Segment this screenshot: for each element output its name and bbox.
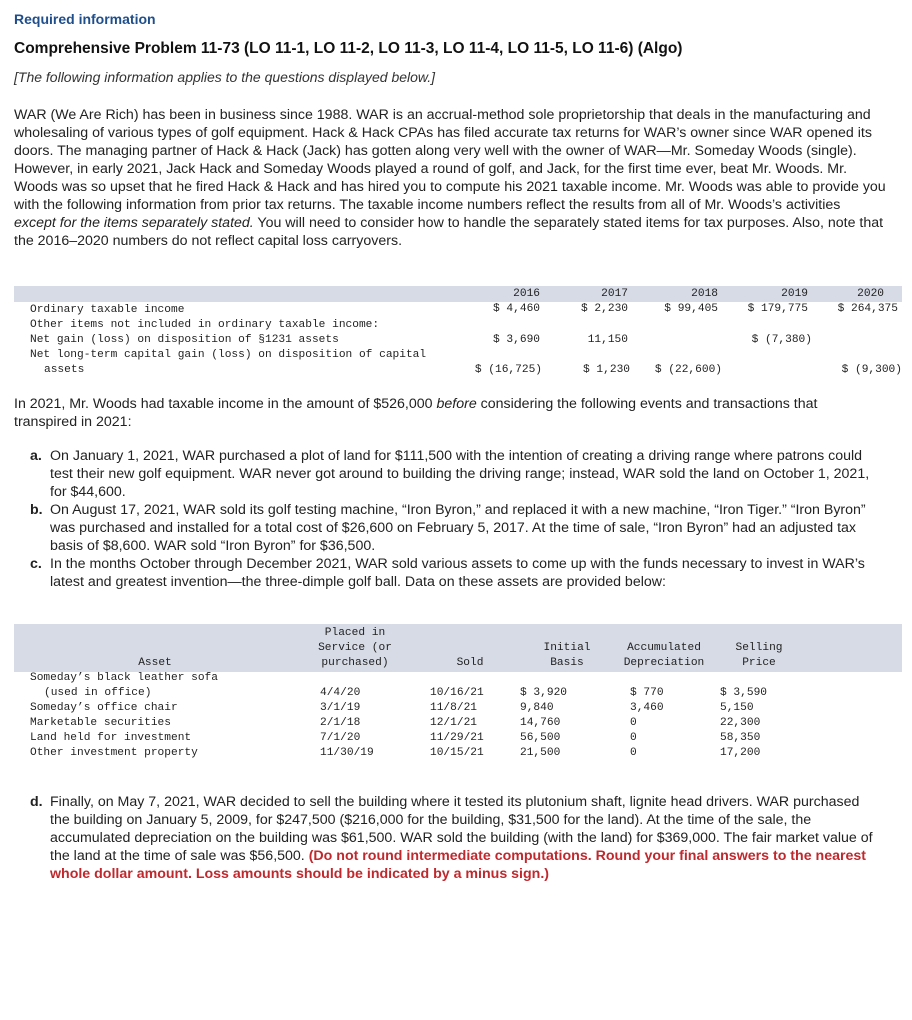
asset-name-continued: (used in office)	[44, 687, 152, 699]
asset-sold: 10/16/21	[430, 687, 484, 699]
column-header-price: Selling	[735, 642, 783, 654]
year-header: 2020	[857, 288, 884, 300]
row-label: Ordinary taxable income	[30, 304, 185, 316]
event-d	[30, 793, 880, 883]
asset-price: 22,300	[720, 717, 761, 729]
asset-price: 17,200	[720, 747, 761, 759]
asset-price: $ 3,590	[720, 687, 767, 699]
row-label: Net long-term capital gain (loss) on disposition of capital	[30, 349, 427, 361]
column-header-placed: purchased)	[321, 657, 389, 669]
asset-sold: 12/1/21	[430, 717, 477, 729]
column-header-depreciation: Accumulated	[627, 642, 701, 654]
taxable-income-paragraph	[14, 395, 874, 431]
column-header-placed: Placed in	[324, 627, 386, 639]
row-label-continued: assets	[44, 364, 85, 376]
asset-basis: 56,500	[520, 732, 561, 744]
required-information-label: Required information	[14, 11, 156, 27]
asset-price: 58,350	[720, 732, 761, 744]
year-header: 2017	[601, 288, 628, 300]
column-header-asset: Asset	[138, 657, 172, 669]
event-a	[30, 447, 880, 501]
event-text: On January 1, 2021, WAR purchased a plot of land for $111,500 with the intention of creating a driving range where patrons could test their new golf equipment. WAR never got around to building the driving range; instead, WAR sold the land on October 1, 2021, for $44,600.	[50, 448, 870, 500]
event-c	[30, 555, 880, 591]
table-cell: $ (16,725)	[474, 364, 542, 376]
asset-price: 5,150	[720, 702, 754, 714]
table-cell: $ 3,690	[493, 334, 540, 346]
event-text: In the months October through December 2021, WAR sold various assets to come up with the funds necessary to invest in WAR’s latest and greatest invention—the three-dimple golf ball. Data on these assets are provided below:	[50, 556, 865, 590]
asset-basis: $ 3,920	[520, 687, 567, 699]
column-header-placed: Service (or	[318, 642, 392, 654]
row-label: Other items not included in ordinary taxable income:	[30, 319, 380, 331]
table-cell: $ (7,380)	[751, 334, 812, 346]
asset-basis: 9,840	[520, 702, 554, 714]
column-header-price: Price	[742, 657, 776, 669]
asset-depreciation: 3,460	[630, 702, 664, 714]
table-cell: $ 2,230	[581, 303, 628, 315]
table-cell: $ 4,460	[493, 303, 540, 315]
events-list	[30, 447, 880, 591]
asset-placed: 11/30/19	[320, 747, 374, 759]
problem-title: Comprehensive Problem 11-73 (LO 11-1, LO 11-2, LO 11-3, LO 11-4, LO 11-5, LO 11-6) (Algo)	[14, 40, 683, 57]
asset-name: Marketable securities	[30, 717, 171, 729]
asset-placed: 4/4/20	[320, 687, 361, 699]
rounding-instruction: (Do not round intermediate computations. Round your final answers to the nearest whole dollar amount. Loss amounts should be indicated by a minus sign.)	[50, 848, 867, 882]
event-label: d.	[30, 794, 43, 810]
column-header-depreciation: Depreciation	[623, 657, 705, 669]
row-label: Net gain (loss) on disposition of §1231 assets	[30, 334, 339, 346]
event-label: c.	[30, 556, 42, 572]
asset-basis: 21,500	[520, 747, 561, 759]
asset-placed: 7/1/20	[320, 732, 361, 744]
table-cell: $ (22,600)	[654, 364, 722, 376]
asset-name: Someday’s office chair	[30, 702, 178, 714]
asset-sold: 11/29/21	[430, 732, 484, 744]
column-header-sold: Sold	[456, 657, 484, 669]
event-d-item	[30, 793, 880, 883]
asset-sold: 10/15/21	[430, 747, 484, 759]
year-header: 2016	[513, 288, 540, 300]
intro-text-end: You will need to consider how to handle the separately stated items for tax purposes. Also, note that the 2016–2020 numbers do not reflect capital loss carryovers.	[14, 215, 884, 249]
event-text: Finally, on May 7, 2021, WAR decided to sell the building where it tested its plutonium shaft, lignite head drivers. WAR purchased the building on January 5, 2009, for $247,500 ($216,000 for the building, $31,500 for the land). At the time of the sale, the accumulated depreciation on the building was $61,500. WAR sold the building (with the land) for $369,000. The fair market value of the land at the time of sale was $56,500.	[50, 794, 873, 864]
event-text: On August 17, 2021, WAR sold its golf testing machine, “Iron Byron,” and replaced it with a new machine, “Iron Tiger.” “Iron Byron” was purchased and installed for a total cost of $26,600 on February 5, 2017. At the time of sale, “Iron Byron” had an adjusted tax basis of $8,600. WAR sold “Iron Byron” for $36,500.	[50, 502, 866, 554]
event-label: a.	[30, 448, 42, 464]
asset-depreciation: 0	[630, 747, 637, 759]
table-cell: $ 99,405	[664, 303, 718, 315]
asset-placed: 3/1/19	[320, 702, 361, 714]
asset-depreciation: 0	[630, 717, 637, 729]
asset-depreciation: $ 770	[630, 687, 664, 699]
intro-paragraph	[14, 106, 886, 250]
year-header: 2018	[691, 288, 718, 300]
column-header-basis: Basis	[550, 657, 584, 669]
year-header: 2019	[781, 288, 808, 300]
table-cell: $ 179,775	[747, 303, 808, 315]
table-cell: $ 1,230	[583, 364, 630, 376]
asset-name: Land held for investment	[30, 732, 192, 744]
paragraph2-after: considering the following events and transactions that transpired in 2021:	[14, 396, 818, 430]
asset-depreciation: 0	[630, 732, 637, 744]
event-label: b.	[30, 502, 43, 518]
asset-name: Other investment property	[30, 747, 198, 759]
asset-name: Someday’s black leather sofa	[30, 672, 218, 684]
table-cell: $ 264,375	[837, 303, 898, 315]
problem-subtitle: [The following information applies to the questions displayed below.]	[14, 69, 436, 85]
intro-text-italic: except for the items separately stated.	[14, 215, 254, 231]
intro-text-main: WAR (We Are Rich) has been in business since 1988. WAR is an accrual-method sole proprietorship that deals in the manufacturing and wholesaling of various types of golf equipment. Hack & Hack CPAs has filed accurate tax returns for WAR’s owner since WAR opened its doors. The managing partner of Hack & Hack (Jack) has gotten along very well with the owner of WAR—Mr. Someday Woods (single). However, in early 2021, Jack Hack and Someday Woods played a round of golf, and Jack, for the first time ever, beat Mr. Woods. Mr. Woods was so upset that he fired Hack & Hack and has hired you to compute his 2021 taxable income. Mr. Woods was able to provide you with the following information from prior tax returns. The taxable income numbers reflect the results from all of Mr. Woods’s activities	[14, 107, 886, 213]
paragraph2-italic: before	[436, 396, 477, 412]
paragraph2-before: In 2021, Mr. Woods had taxable income in the amount of $526,000	[14, 396, 437, 412]
column-header-basis: Initial	[543, 642, 591, 654]
asset-sold: 11/8/21	[430, 702, 477, 714]
asset-placed: 2/1/18	[320, 717, 361, 729]
event-b	[30, 501, 880, 555]
asset-basis: 14,760	[520, 717, 561, 729]
table-cell: 11,150	[587, 334, 628, 346]
table-cell: $ (9,300)	[841, 364, 902, 376]
